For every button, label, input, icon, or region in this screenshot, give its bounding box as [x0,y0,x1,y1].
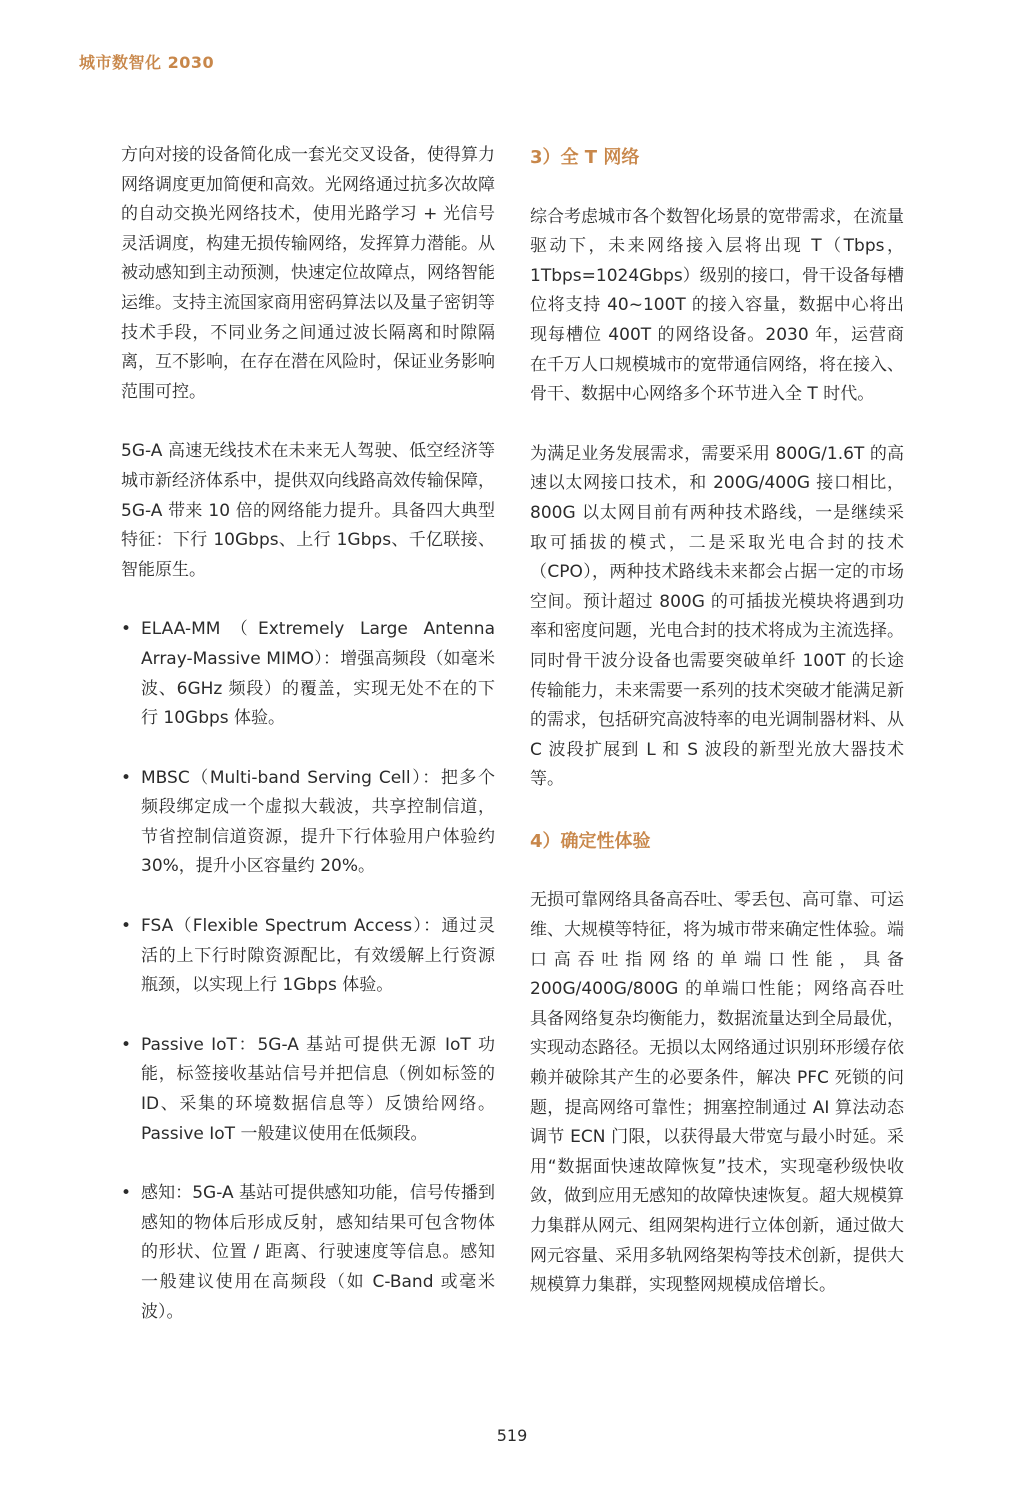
page-number: 519 [496,1426,528,1445]
section-heading-deterministic-experience: 4）确定性体验 [530,830,651,852]
running-header: 城市数智化 2030 [79,53,215,72]
list-item-text: MBSC（Multi-band Serving Cell）：把多个频段绑定成一个虚拟大载波，共享控制信道，节省控制信道资源，提升下行体验用户体验约 30%，提升小区容量约 20%。 [141,767,495,877]
paragraph-bandwidth-demand: 综合考虑城市各个数智化场景的宽带需求，在流量驱动下，未来网络接入层将出现 T（Tbps，1Tbps=1024Gbps）级别的接口，骨干设备每槽位将支持 40~100T 的接入容量，数据中心将出现每槽位 400T 的网络设备。2030 年，运营商在千万人口规模城市的宽带通信网络，将在接入、骨干、数据中心网络多个环节进入全 T 时代。 [530,206,904,405]
list-item [121,764,495,882]
paragraph-800g-ethernet: 为满足业务发展需求，需要采用 800G/1.6T 的高速以太网接口技术，和 200G/400G 接口相比，800G 以太网目前有两种技术路线，一是继续采取可插拔的模式，二是采取光电合封的技术（CPO），两种技术路线未来都会占据一定的市场空间。预计超过 800G 的可插拔光模块将遇到功率和密度问题，光电合封的技术将成为主流选择。同时骨干波分设备也需要突破单纤 100T 的长途传输能力，未来需要一系列的技术突破才能满足新的需求，包括研究高波特率的电光调制器材料、从 C 波段扩展到 L 和 S 波段的新型光放大器技术等。 [530,443,904,790]
right-column [530,141,904,1301]
left-column [121,141,495,1327]
bullet-icon: • [121,1183,132,1204]
feature-list [121,615,495,1327]
paragraph-optical-network: 方向对接的设备简化成一套光交叉设备，使得算力网络调度更加简便和高效。光网络通过抗多次故障的自动交换光网络技术，使用光路学习 + 光信号灵活调度，构建无损传输网络，发挥算力潜能。从被动感知到主动预测，快速定位故障点，网络智能运维。支持主流国家商用密码算法以及量子密钥等技术手段，不同业务之间通过波长隔离和时隙隔离，互不影响，在存在潜在风险时，保证业务影响范围可控。 [121,145,495,402]
list-item [121,615,495,733]
list-item-text: Passive IoT：5G-A 基站可提供无源 IoT 功能，标签接收基站信号并把信息（例如标签的 ID、采集的环境数据信息等）反馈给网络。Passive IoT 一般建议使用在低频段。 [141,1034,495,1144]
paragraph-5g-a-intro: 5G-A 高速无线技术在未来无人驾驶、低空经济等城市新经济体系中，提供双向线路高效传输保障，5G-A 带来 10 倍的网络能力提升。具备四大典型特征：下行 10Gbps、上行 1Gbps、千亿联接、智能原生。 [121,441,495,580]
bullet-icon: • [121,767,132,788]
list-item-text: FSA（Flexible Spectrum Access）：通过灵活的上下行时隙资源配比，有效缓解上行资源瓶颈，以实现上行 1Gbps 体验。 [141,916,495,996]
bullet-icon: • [121,1034,132,1055]
paragraph-lossless-network: 无损可靠网络具备高吞吐、零丢包、高可靠、可运维、大规模等特征，将为城市带来确定性体验。端口高吞吐指网络的单端口性能，具备 200G/400G/800G 的单端口性能；网络高吞吐具备网络复杂均衡能力，数据流量达到全局最优，实现动态路径。无损以太网络通过识别环形缓存依赖并破除其产生的必要条件，解决 PFC 死锁的问题，提高网络可靠性；拥塞控制通过 AI 算法动态调节 ECN 门限，以获得最大带宽与最小时延。采用“数据面快速故障恢复”技术，实现毫秒级快收敛，做到应用无感知的故障快速恢复。超大规模算力集群从网元、组网架构进行立体创新，通过做大网元容量、采用多轨网络架构等技术创新，提供大规模算力集群，实现整网规模成倍增长。 [530,890,904,1296]
list-item [121,1179,495,1327]
bullet-icon: • [121,916,132,937]
list-item [121,1031,495,1149]
bullet-icon: • [121,619,132,640]
list-item [121,912,495,1001]
list-item-text: 感知：5G-A 基站可提供感知功能，信号传播到感知的物体后形成反射，感知结果可包含物体的形状、位置 / 距离、行驶速度等信息。感知一般建议使用在高频段（如 C-Band 或毫米波）。 [141,1183,495,1322]
list-item-text: ELAA-MM（Extremely Large Antenna Array-Massive MIMO）：增强高频段（如毫米波、6GHz 频段）的覆盖，实现无处不在的下行 10Gbps 体验。 [141,619,495,729]
section-heading-full-t-network: 3）全 T 网络 [530,147,640,168]
